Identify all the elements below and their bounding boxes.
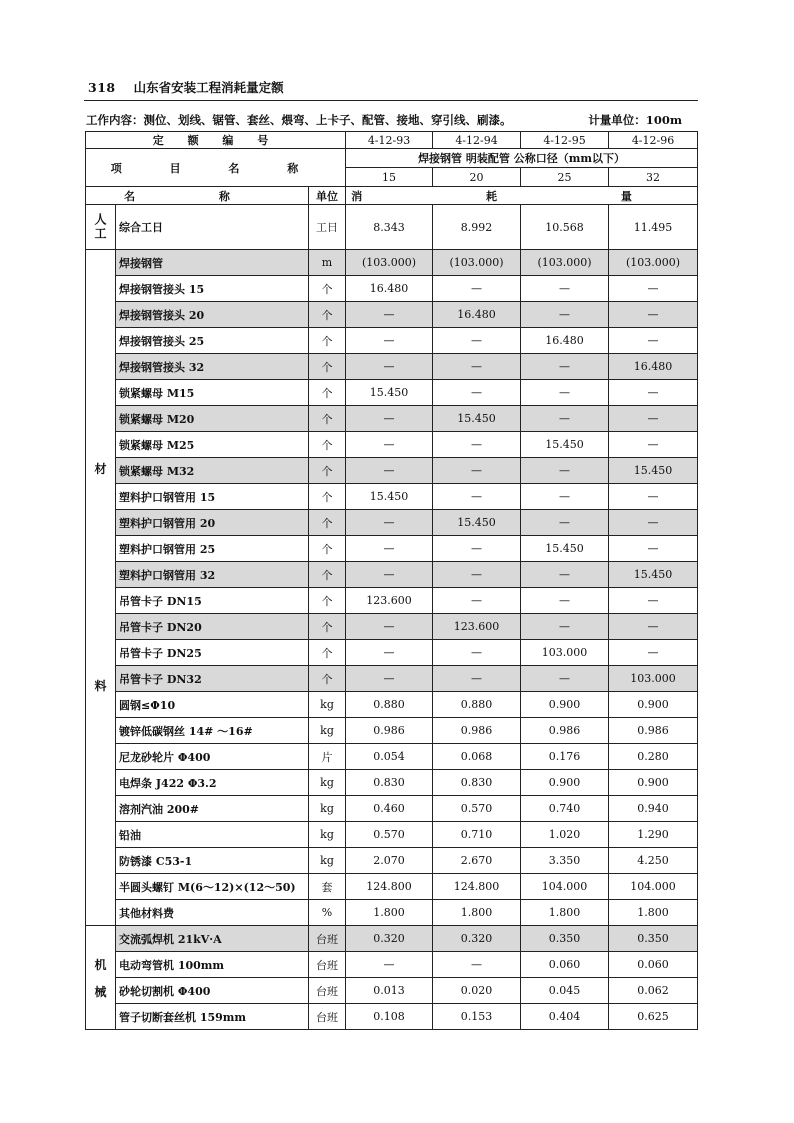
value-cell: 0.045 xyxy=(521,978,609,1004)
item-unit: 个 xyxy=(309,354,346,380)
table-row xyxy=(86,614,698,640)
value-cell: 0.570 xyxy=(433,796,521,822)
value-cell: — xyxy=(433,458,521,484)
item-unit: 片 xyxy=(309,744,346,770)
value-cell: 0.900 xyxy=(609,692,698,718)
table-row xyxy=(86,926,698,952)
value-cell: 16.480 xyxy=(521,328,609,354)
value-cell: 15.450 xyxy=(521,536,609,562)
value-cell: 0.062 xyxy=(609,978,698,1004)
value-cell: — xyxy=(609,276,698,302)
item-name: 综合工日 xyxy=(116,205,309,250)
value-cell: — xyxy=(433,432,521,458)
value-cell: (103.000) xyxy=(346,250,433,276)
item-unit: 个 xyxy=(309,562,346,588)
value-cell: 15.450 xyxy=(521,432,609,458)
table-row xyxy=(86,562,698,588)
value-cell: — xyxy=(433,380,521,406)
category-machine-bottom: 械 xyxy=(94,984,107,999)
value-cell: — xyxy=(346,432,433,458)
book-title: 山东省安装工程消耗量定额 xyxy=(133,80,284,95)
value-cell: 0.020 xyxy=(433,978,521,1004)
value-cell: — xyxy=(346,614,433,640)
table-row xyxy=(86,692,698,718)
value-cell: — xyxy=(609,406,698,432)
table-row xyxy=(86,354,698,380)
item-name: 半圆头螺钉 M(6～12)×(12～50) xyxy=(116,874,309,900)
item-unit: 个 xyxy=(309,614,346,640)
diameter-cell: 20 xyxy=(433,168,521,187)
item-unit: kg xyxy=(309,718,346,744)
item-unit: 个 xyxy=(309,458,346,484)
value-cell: 123.600 xyxy=(346,588,433,614)
item-name: 吊管卡子 DN25 xyxy=(116,640,309,666)
value-cell: — xyxy=(346,952,433,978)
value-cell: — xyxy=(609,328,698,354)
value-cell: 0.460 xyxy=(346,796,433,822)
value-cell: 103.000 xyxy=(609,666,698,692)
item-unit: 个 xyxy=(309,406,346,432)
item-unit: kg xyxy=(309,822,346,848)
value-cell: 0.013 xyxy=(346,978,433,1004)
page-header xyxy=(88,78,698,96)
value-cell: — xyxy=(433,484,521,510)
table-row xyxy=(86,536,698,562)
header-consumption-row xyxy=(86,187,698,205)
value-cell: 0.900 xyxy=(521,770,609,796)
work-content: 工作内容：测位、划线、锯管、套丝、煨弯、上卡子、配管、接地、穿引线、刷漆。 xyxy=(86,113,512,127)
item-unit: 个 xyxy=(309,432,346,458)
item-unit: 个 xyxy=(309,276,346,302)
table-row xyxy=(86,406,698,432)
category-machine xyxy=(86,926,116,1030)
value-cell: 15.450 xyxy=(346,380,433,406)
value-cell: — xyxy=(609,614,698,640)
value-cell: — xyxy=(521,666,609,692)
value-cell: — xyxy=(521,276,609,302)
table-row xyxy=(86,484,698,510)
table-row xyxy=(86,718,698,744)
value-cell: — xyxy=(346,302,433,328)
value-cell: 0.830 xyxy=(346,770,433,796)
item-name: 交流弧焊机 21kV·A xyxy=(116,926,309,952)
measure-unit: 计量单位：100m xyxy=(588,113,682,127)
value-cell: 0.986 xyxy=(609,718,698,744)
value-cell: 0.625 xyxy=(609,1004,698,1030)
item-name: 砂轮切割机 Φ400 xyxy=(116,978,309,1004)
value-cell: 123.600 xyxy=(433,614,521,640)
item-unit: 个 xyxy=(309,328,346,354)
table-row xyxy=(86,744,698,770)
item-unit: 个 xyxy=(309,588,346,614)
value-cell: 10.568 xyxy=(521,205,609,250)
code-cell: 4-12-93 xyxy=(346,132,433,149)
value-cell: 0.900 xyxy=(521,692,609,718)
value-cell: 0.054 xyxy=(346,744,433,770)
value-cell: 0.830 xyxy=(433,770,521,796)
item-unit: kg xyxy=(309,692,346,718)
value-cell: 8.992 xyxy=(433,205,521,250)
diameter-cell: 25 xyxy=(521,168,609,187)
table-row xyxy=(86,250,698,276)
table-row xyxy=(86,770,698,796)
item-name: 管子切断套丝机 159mm xyxy=(116,1004,309,1030)
item-unit: 个 xyxy=(309,484,346,510)
item-unit: 个 xyxy=(309,640,346,666)
value-cell: 0.060 xyxy=(609,952,698,978)
item-name: 锁紧螺母 M32 xyxy=(116,458,309,484)
code-cell: 4-12-96 xyxy=(609,132,698,149)
value-cell: 1.020 xyxy=(521,822,609,848)
table-row xyxy=(86,952,698,978)
item-name: 镀锌低碳钢丝 14# ～16# xyxy=(116,718,309,744)
diameter-cell: 32 xyxy=(609,168,698,187)
value-cell: 0.900 xyxy=(609,770,698,796)
category-material xyxy=(86,250,116,926)
table-row xyxy=(86,380,698,406)
value-cell: — xyxy=(433,276,521,302)
column-subtitle: 焊接钢管 明装配管 公称口径（mm以下） xyxy=(346,149,698,168)
item-name: 其他材料费 xyxy=(116,900,309,926)
value-cell: 103.000 xyxy=(521,640,609,666)
table-row xyxy=(86,276,698,302)
item-name: 锁紧螺母 M20 xyxy=(116,406,309,432)
value-cell: — xyxy=(609,380,698,406)
category-machine-top: 机 xyxy=(94,957,107,972)
value-cell: 15.450 xyxy=(433,406,521,432)
value-cell: — xyxy=(346,328,433,354)
table-row xyxy=(86,666,698,692)
item-name: 焊接钢管接头 32 xyxy=(116,354,309,380)
value-cell: — xyxy=(521,510,609,536)
value-cell: 0.320 xyxy=(433,926,521,952)
value-cell: — xyxy=(433,588,521,614)
value-cell: 15.450 xyxy=(609,458,698,484)
value-cell: — xyxy=(609,302,698,328)
value-cell: — xyxy=(521,302,609,328)
table-row xyxy=(86,900,698,926)
value-cell: 0.986 xyxy=(433,718,521,744)
value-cell: 104.000 xyxy=(521,874,609,900)
value-cell: — xyxy=(521,484,609,510)
item-name: 塑料护口钢管用 32 xyxy=(116,562,309,588)
item-unit: 个 xyxy=(309,536,346,562)
item-name: 塑料护口钢管用 15 xyxy=(116,484,309,510)
item-unit: kg xyxy=(309,848,346,874)
item-unit: % xyxy=(309,900,346,926)
table-row xyxy=(86,458,698,484)
value-cell: 0.350 xyxy=(521,926,609,952)
value-cell: 0.880 xyxy=(346,692,433,718)
item-name: 电动弯管机 100mm xyxy=(116,952,309,978)
value-cell: — xyxy=(433,952,521,978)
value-cell: 0.570 xyxy=(346,822,433,848)
value-cell: 0.068 xyxy=(433,744,521,770)
item-name: 吊管卡子 DN15 xyxy=(116,588,309,614)
value-cell: — xyxy=(521,354,609,380)
value-cell: 104.000 xyxy=(609,874,698,900)
item-name: 吊管卡子 DN32 xyxy=(116,666,309,692)
item-name: 吊管卡子 DN20 xyxy=(116,614,309,640)
item-name: 焊接钢管接头 25 xyxy=(116,328,309,354)
value-cell: 4.250 xyxy=(609,848,698,874)
table-row xyxy=(86,874,698,900)
unit-column-header: 单位 xyxy=(309,187,346,205)
item-name: 塑料护口钢管用 25 xyxy=(116,536,309,562)
category-material-top: 材 xyxy=(94,462,107,476)
value-cell: — xyxy=(521,458,609,484)
value-cell: 0.740 xyxy=(521,796,609,822)
code-label: 定 额 编 号 xyxy=(86,132,346,149)
table-row xyxy=(86,510,698,536)
value-cell: 16.480 xyxy=(433,302,521,328)
value-cell: 2.670 xyxy=(433,848,521,874)
item-unit: 台班 xyxy=(309,1004,346,1030)
value-cell: 0.940 xyxy=(609,796,698,822)
value-cell: (103.000) xyxy=(433,250,521,276)
item-unit: 台班 xyxy=(309,926,346,952)
item-unit: 个 xyxy=(309,380,346,406)
value-cell: — xyxy=(609,432,698,458)
table-row xyxy=(86,796,698,822)
value-cell: 0.176 xyxy=(521,744,609,770)
value-cell: 1.800 xyxy=(433,900,521,926)
table-row xyxy=(86,302,698,328)
item-name: 铅油 xyxy=(116,822,309,848)
item-name: 焊接钢管接头 20 xyxy=(116,302,309,328)
item-unit: 个 xyxy=(309,302,346,328)
item-name-label: 项 目 名 称 xyxy=(86,149,346,187)
value-cell: — xyxy=(346,510,433,536)
value-cell: 15.450 xyxy=(609,562,698,588)
value-cell: — xyxy=(346,354,433,380)
table-row xyxy=(86,432,698,458)
value-cell: 1.290 xyxy=(609,822,698,848)
table-row xyxy=(86,588,698,614)
page-number: 318 xyxy=(88,80,116,95)
consumption-header: 消 耗 量 xyxy=(346,187,698,205)
value-cell: 16.480 xyxy=(609,354,698,380)
value-cell: — xyxy=(609,536,698,562)
value-cell: 0.986 xyxy=(346,718,433,744)
value-cell: 0.320 xyxy=(346,926,433,952)
work-content-line xyxy=(86,112,698,128)
table-row xyxy=(86,848,698,874)
value-cell: 1.800 xyxy=(521,900,609,926)
value-cell: — xyxy=(521,406,609,432)
table-row xyxy=(86,822,698,848)
name-column-header: 名 称 xyxy=(86,187,309,205)
value-cell: 15.450 xyxy=(346,484,433,510)
item-name: 锁紧螺母 M15 xyxy=(116,380,309,406)
item-unit: kg xyxy=(309,796,346,822)
value-cell: 16.480 xyxy=(346,276,433,302)
item-name: 锁紧螺母 M25 xyxy=(116,432,309,458)
value-cell: — xyxy=(609,510,698,536)
value-cell: — xyxy=(609,588,698,614)
value-cell: — xyxy=(433,666,521,692)
quota-table xyxy=(85,131,698,1030)
diameter-cell: 15 xyxy=(346,168,433,187)
item-unit: 台班 xyxy=(309,952,346,978)
item-name: 塑料护口钢管用 20 xyxy=(116,510,309,536)
value-cell: 0.350 xyxy=(609,926,698,952)
value-cell: — xyxy=(433,640,521,666)
item-unit: kg xyxy=(309,770,346,796)
value-cell: — xyxy=(346,640,433,666)
value-cell: — xyxy=(433,536,521,562)
value-cell: — xyxy=(346,536,433,562)
item-name: 焊接钢管 xyxy=(116,250,309,276)
value-cell: — xyxy=(346,562,433,588)
value-cell: (103.000) xyxy=(521,250,609,276)
value-cell: 1.800 xyxy=(346,900,433,926)
table-row xyxy=(86,640,698,666)
item-name: 圆钢≤Φ10 xyxy=(116,692,309,718)
item-unit: 台班 xyxy=(309,978,346,1004)
item-unit: m xyxy=(309,250,346,276)
value-cell: 2.070 xyxy=(346,848,433,874)
value-cell: 8.343 xyxy=(346,205,433,250)
value-cell: 3.350 xyxy=(521,848,609,874)
value-cell: 0.880 xyxy=(433,692,521,718)
item-name: 防锈漆 C53-1 xyxy=(116,848,309,874)
value-cell: 0.710 xyxy=(433,822,521,848)
table-row xyxy=(86,328,698,354)
value-cell: 124.800 xyxy=(346,874,433,900)
value-cell: 0.280 xyxy=(609,744,698,770)
value-cell: 0.404 xyxy=(521,1004,609,1030)
header-rule xyxy=(84,100,698,101)
table-row xyxy=(86,978,698,1004)
value-cell: — xyxy=(346,406,433,432)
header-code-row xyxy=(86,132,698,149)
item-unit: 个 xyxy=(309,510,346,536)
value-cell: 11.495 xyxy=(609,205,698,250)
value-cell: — xyxy=(521,588,609,614)
category-labor: 人工 xyxy=(86,205,116,250)
value-cell: — xyxy=(433,354,521,380)
value-cell: — xyxy=(521,562,609,588)
value-cell: — xyxy=(346,458,433,484)
category-material-bottom: 料 xyxy=(94,679,107,693)
value-cell: — xyxy=(521,380,609,406)
value-cell: 15.450 xyxy=(433,510,521,536)
header-subtitle-row xyxy=(86,149,698,168)
value-cell: — xyxy=(521,614,609,640)
value-cell: 0.060 xyxy=(521,952,609,978)
value-cell: — xyxy=(609,484,698,510)
value-cell: 0.986 xyxy=(521,718,609,744)
item-name: 尼龙砂轮片 Φ400 xyxy=(116,744,309,770)
value-cell: 124.800 xyxy=(433,874,521,900)
item-name: 焊接钢管接头 15 xyxy=(116,276,309,302)
table-row xyxy=(86,1004,698,1030)
value-cell: — xyxy=(609,640,698,666)
table-row xyxy=(86,205,698,250)
value-cell: 0.153 xyxy=(433,1004,521,1030)
item-name: 溶剂汽油 200# xyxy=(116,796,309,822)
item-unit: 工日 xyxy=(309,205,346,250)
item-unit: 套 xyxy=(309,874,346,900)
value-cell: 0.108 xyxy=(346,1004,433,1030)
value-cell: — xyxy=(433,562,521,588)
item-name: 电焊条 J422 Φ3.2 xyxy=(116,770,309,796)
value-cell: — xyxy=(433,328,521,354)
code-cell: 4-12-94 xyxy=(433,132,521,149)
value-cell: (103.000) xyxy=(609,250,698,276)
value-cell: — xyxy=(346,666,433,692)
item-unit: 个 xyxy=(309,666,346,692)
code-cell: 4-12-95 xyxy=(521,132,609,149)
value-cell: 1.800 xyxy=(609,900,698,926)
